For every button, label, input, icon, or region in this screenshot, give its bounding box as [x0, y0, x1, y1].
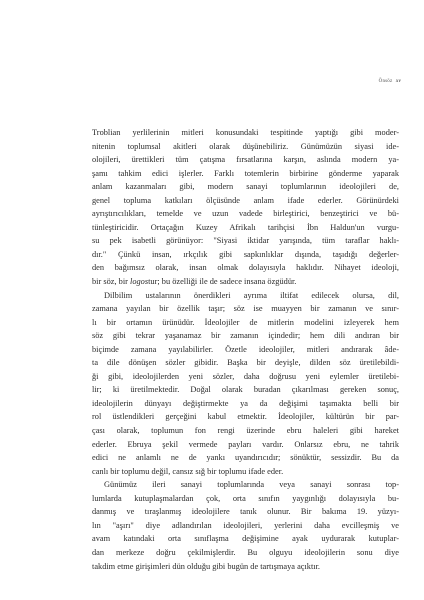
paragraph: [92, 478, 399, 573]
text-line: ayrıştırıcılıkları, temelde ve uzun vadede birleştirici, benzeştirici ve bü-: [92, 209, 399, 219]
text-line: anlam kazanmaları gibi, modern sanayi toplumlarının ideolojileri de,: [92, 182, 399, 192]
text-line: su pek isabetli görünüyor: "Siyasi iktidar yarışında, tüm taraflar haklı-: [92, 236, 399, 246]
text-line: ederler. Ebruya şekil vermede payları vardır. Onlarsız ebru, ne tahrik: [92, 439, 399, 449]
text-line: zamana yayılan bir özellik taşır; söz ise muayyen bir zamanın ve sınır-: [92, 304, 399, 314]
text-line: takdim etme girişimleri dün olduğu gibi bugün de tartışmaya açıktır.: [92, 561, 321, 571]
text-line: rol üstlendikleri gerçeğini kabul etmektir. İdeolojiler, kültürün bir par-: [92, 412, 399, 422]
text-line: bir söz, bir logostur; bu özelliği ile de sadece insana özgüdür.: [92, 277, 297, 287]
text-line: çası olarak, toplumun fon rengi üzerinde ebru haleleri gibi hareket: [92, 426, 399, 436]
body-text: [92, 126, 399, 573]
text-line: danmış ve tıraşlanmış ideolojilere tanık olunur. Bir bakıma 19. yüzyı-: [92, 507, 399, 517]
text-line: nitenin toplumsal akitleri olarak düşünebiliriz. Günümüzün siyasi ide-: [92, 141, 399, 151]
paragraph: [92, 126, 399, 289]
text-line: canlı bir toplumu değil, cansız sığ bir toplumu ifade eder.: [92, 466, 284, 476]
text-line: genel topluma katkıları ölçüsünde anlam ifade ederler. Görünürdeki: [92, 195, 399, 205]
running-head-label: Önsöz: [378, 79, 393, 84]
text-line: biçimde zamana yayılabilirler. Özetle ideolojiler, mitleri andırarak âde-: [92, 344, 399, 354]
text-line: olojileri, ürettikleri tüm çatışma fırsatlarına karşın, aslında modern ya-: [92, 155, 399, 165]
page-number: xv: [395, 79, 401, 84]
text-line: şamı tahkim edici işlerler. Farklı totemlerin birbirine gönderme yaparak: [92, 168, 399, 178]
text-line: tünleştiricidir. Ortaçağın Kuzey Afrikalı tarihçisi İbn Haldun'un vurgu-: [92, 222, 399, 232]
text-line: Troblian yerlilerinin mitleri konusundaki tespitinde yaptığı gibi moder-: [92, 128, 399, 137]
text-line: lir; ki üretilmektedir. Doğal olarak buradan çıkarılması gereken sonuç,: [92, 385, 399, 395]
text-line: edici ne anlamlı ne de yankı uyandırıcıdır; sönüktür, sessizdir. Bu da: [92, 453, 399, 463]
text-line: ği gibi, ideolojilerden yeni sözler, daha doğrusu yeni eylemler üretilebi-: [92, 371, 399, 381]
text-line: lı bir ortamın ürünüdür. İdeolojiler de mitlerin modelini izleyerek hem: [92, 317, 399, 327]
text-line: avam katındaki orta sınıflaşma değişimine ayak uydurarak kutuplar-: [92, 534, 399, 544]
text-line: dan merkeze doğru çekilmişlerdir. Bu olguyu ideolojilerin sonu diye: [92, 547, 399, 557]
text-line: lumlarda kutuplaşmalardan çok, orta sınıfın yaygınlığı dolayısıyla bu-: [92, 493, 399, 503]
text-line: den bağımsız olarak, insan olmak dolayısıyla haklıdır. Nihayet ideoloji,: [92, 263, 399, 273]
text-line: Günümüz ileri sanayi toplumlarında veya sanayi sonrası top-: [104, 480, 399, 490]
text-line: ideolojilerin dünyayı değiştirmekte ya da değişimi taşımakta belli bir: [92, 398, 399, 408]
text-line: söz gibi tekrar yaşanamaz bir zamanın içindedir; hem dili andıran bir: [92, 331, 399, 341]
running-head: [341, 79, 401, 84]
text-line: ta dile dönüşen sözler gibidir. Başka bir deyişle, dilden söz üretilebildi-: [92, 358, 399, 368]
paragraph: [92, 289, 399, 479]
text-line: dır." Çünkü insan, ırkçılık gibi sapkınlıklar dışında, taşıdığı değerler-: [92, 249, 399, 259]
text-line: lın "aşırı" diye adlandırılan ideolojileri, yerlerini daha evcilleşmiş ve: [92, 520, 399, 530]
text-line: Dilbilim ustalarının önerdikleri ayrıma iltifat edilecek olursa, dil,: [104, 290, 399, 300]
